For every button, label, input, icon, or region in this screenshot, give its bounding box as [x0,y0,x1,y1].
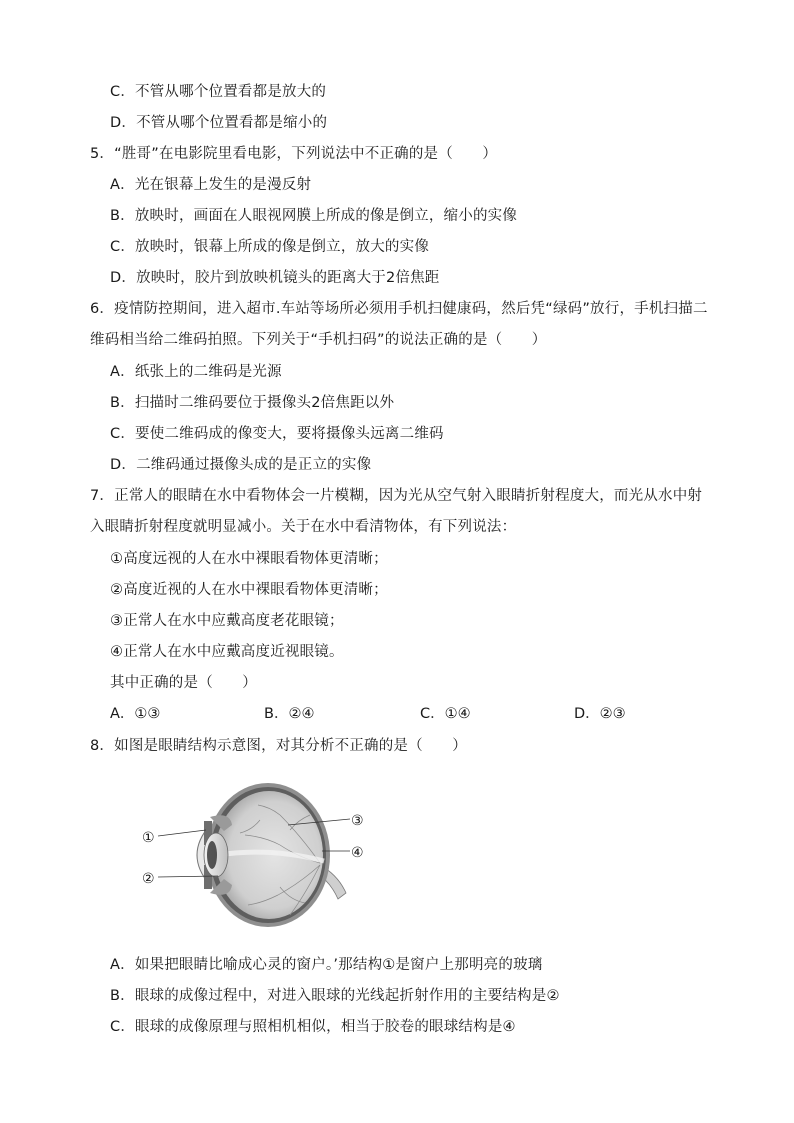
q7-choice-c: C．①④ [420,706,471,722]
question-5: 5．“胜哥”在电影院里看电影，下列说法中不正确的是（ ） [90,146,498,162]
q5-option-d: D．放映时，胶片到放映机镜头的距离大于2倍焦距 [110,270,440,286]
eye-structure-diagram [140,775,380,935]
q6-option-c: C．要使二维码成的像变大，要将摄像头远离二维码 [110,426,444,442]
label-2: ② [142,871,155,887]
question-7-line-2: 入眼睛折射程度就明显减小。关于在水中看清物体，有下列说法： [90,519,517,535]
q6-option-a: A．纸张上的二维码是光源 [110,364,282,380]
q7-statement-1: ①高度远视的人在水中裸眼看物体更清晰； [110,551,388,567]
question-6-line-1: 6．疫情防控期间，进入超市.车站等场所必须用手机扫健康码，然后凭“绿码”放行，手机扫描二 [90,301,708,317]
label-4: ④ [351,845,364,861]
q7-statement-2: ②高度近视的人在水中裸眼看物体更清晰； [110,582,388,598]
q4-option-c: C．不管从哪个位置看都是放大的 [110,84,327,100]
q7-choice-a: A．①③ [110,706,161,722]
q7-choice-b: B．②④ [264,706,315,722]
q7-statement-3: ③正常人在水中应戴高度老花眼镜； [110,613,344,629]
question-6-line-2: 维码相当给二维码拍照。下列关于“手机扫码”的说法正确的是（ ） [90,332,547,348]
q8-option-c: C．眼球的成像原理与照相机相似，相当于胶卷的眼球结构是④ [110,1019,516,1035]
question-7-line-1: 7．正常人的眼睛在水中看物体会一片模糊，因为光从空气射入眼睛折射程度大，而光从水中射 [90,488,703,504]
q5-option-c: C．放映时，银幕上所成的像是倒立，放大的实像 [110,239,430,255]
q6-option-b: B．扫描时二维码要位于摄像头2倍焦距以外 [110,395,395,411]
q7-statement-4: ④正常人在水中应戴高度近视眼镜。 [110,644,344,660]
q4-option-d: D．不管从哪个位置看都是缩小的 [110,115,328,131]
question-8: 8．如图是眼睛结构示意图，对其分析不正确的是（ ） [90,738,467,754]
label-3: ③ [351,813,364,829]
q7-choice-d: D．②③ [574,706,626,722]
q5-option-b: B．放映时，画面在人眼视网膜上所成的像是倒立，缩小的实像 [110,208,518,224]
q5-option-a: A．光在银幕上发生的是漫反射 [110,177,312,193]
q8-option-a: A．如果把眼睛比喻成心灵的窗户。’那结构①是窗户上那明亮的玻璃 [110,957,543,973]
q6-option-d: D．二维码通过摄像头成的是正立的实像 [110,457,372,473]
q7-prompt: 其中正确的是（ ） [110,675,257,691]
q8-option-b: B．眼球的成像过程中，对进入眼球的光线起折射作用的主要结构是② [110,988,560,1004]
label-1: ① [142,830,155,846]
